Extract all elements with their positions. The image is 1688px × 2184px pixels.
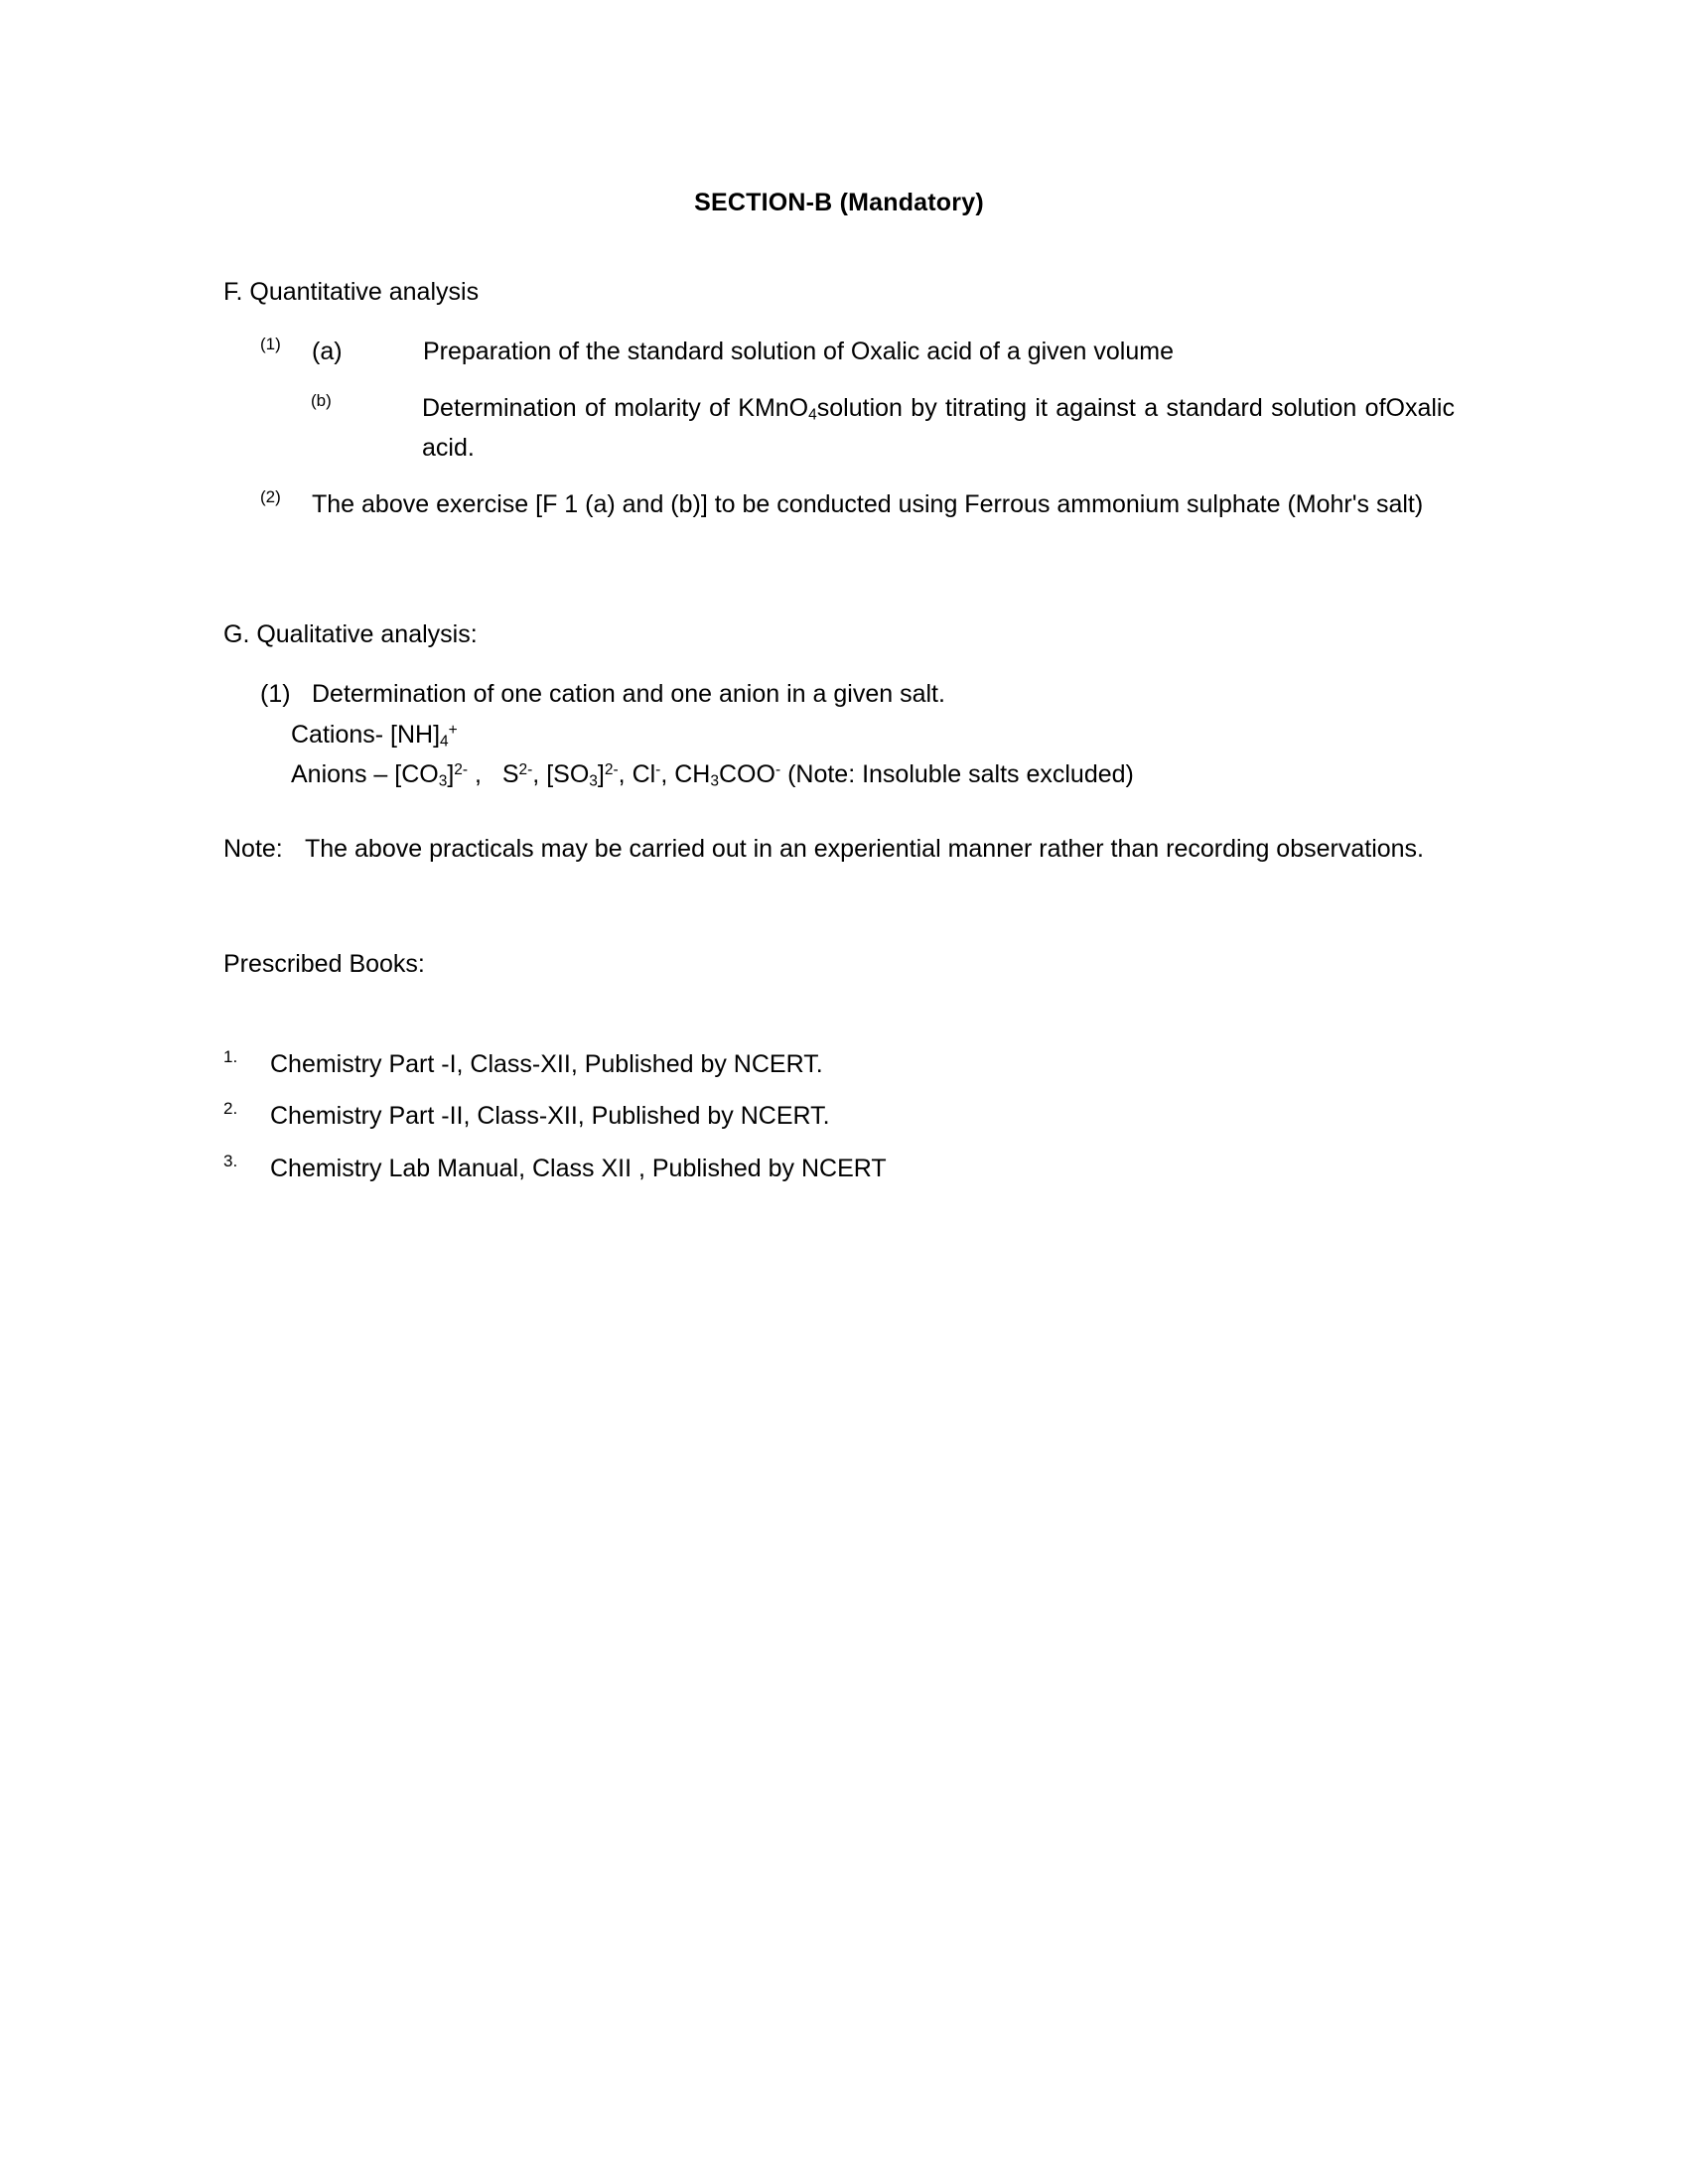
- anion-separator: ,: [660, 760, 675, 788]
- anion-close: ]: [597, 760, 605, 788]
- list-marker-f1a: (a): [312, 338, 343, 365]
- anions-label: Anions –: [291, 760, 395, 788]
- list-marker-f1: (1): [260, 335, 281, 353]
- list-marker-g1: (1): [260, 680, 291, 708]
- anion-charge: 2-: [604, 760, 619, 778]
- anion-separator: ,: [618, 760, 633, 788]
- list-item-g1: [260, 674, 1455, 715]
- list-text-f1b: [422, 388, 1455, 469]
- anion-formula: [546, 760, 632, 788]
- prescribed-books-heading: Prescribed Books:: [223, 950, 425, 978]
- anion-base: CH: [674, 760, 711, 788]
- book-number: 2.: [223, 1099, 238, 1118]
- spacer: [223, 469, 1455, 484]
- list-marker-f1b: (b): [311, 390, 332, 410]
- spacer: [223, 584, 1455, 617]
- anion-base: [CO: [394, 760, 439, 788]
- spacer: [223, 869, 1455, 928]
- list-text-g1: Determination of one cation and one anion in a given salt.: [312, 680, 945, 708]
- spacer: [223, 795, 1455, 829]
- note-text: The above practicals may be carried out in an experiential manner rather than recording observations.: [305, 834, 1425, 863]
- anion-formula: [674, 760, 787, 788]
- note-label: Note:: [223, 834, 283, 863]
- anion-subscript: 3: [438, 772, 448, 790]
- anion-subscript: 3: [710, 772, 719, 790]
- section-heading-f: F. Quantitative analysis: [223, 278, 480, 306]
- anion-close: COO: [718, 760, 775, 788]
- note-paragraph: [223, 829, 1455, 870]
- anion-charge: -: [774, 760, 781, 778]
- anion-formula: [502, 760, 546, 788]
- anion-separator: ,: [468, 760, 502, 788]
- book-number: 1.: [223, 1046, 238, 1066]
- list-item-f1b: [311, 388, 1455, 469]
- list-item-f1a: [260, 332, 1455, 372]
- anion-charge: 2-: [518, 760, 533, 778]
- anions-line: [291, 754, 1455, 795]
- anion-charge: -: [655, 760, 661, 778]
- page-title: SECTION-B (Mandatory): [694, 189, 984, 216]
- cations-formula-base: [NH]: [390, 720, 441, 749]
- anion-close: ]: [447, 760, 455, 788]
- book-title: Chemistry Part -II, Class-XII, Published by NCERT.: [270, 1102, 830, 1130]
- list-marker-f2: (2): [260, 486, 281, 506]
- section-heading-g: G. Qualitative analysis:: [223, 620, 478, 648]
- anion-base: Cl: [632, 760, 656, 788]
- anion-separator: ,: [532, 760, 547, 788]
- anion-subscript: 3: [589, 772, 598, 790]
- spacer: [223, 372, 1455, 388]
- list-text-f1b-after: solution by titrating it against a standard solution ofOxalic acid.: [422, 393, 1455, 462]
- formula-subscript-kmno4: 4: [808, 405, 817, 423]
- book-title: Chemistry Part -I, Class-XII, Published by NCERT.: [270, 1049, 823, 1078]
- cations-label: Cations-: [291, 720, 391, 749]
- list-text-f1b-before: Determination of molarity of KMnO: [422, 393, 809, 422]
- page-content: [223, 189, 1455, 1200]
- anion-formula: [394, 760, 502, 788]
- anion-base: [SO: [546, 760, 590, 788]
- anion-charge: 2-: [454, 760, 469, 778]
- prescribed-books-list: [223, 1044, 1455, 1189]
- anions-formula-list: [394, 760, 787, 788]
- book-number: 3.: [223, 1151, 238, 1170]
- cations-formula-subscript: 4: [440, 732, 449, 750]
- list-item-f2: [260, 484, 1455, 525]
- cations-line: [291, 715, 1455, 755]
- spacer: [223, 985, 1455, 1044]
- book-list-item: [223, 1149, 1455, 1189]
- list-text-f2: The above exercise [F 1 (a) and (b)] to be conducted using Ferrous ammonium sulphate (Mohr's salt): [312, 489, 1424, 518]
- spacer: [223, 524, 1455, 584]
- book-title: Chemistry Lab Manual, Class XII , Published by NCERT: [270, 1154, 887, 1182]
- anions-note: (Note: Insoluble salts excluded): [787, 760, 1134, 788]
- spacer: [223, 928, 1455, 944]
- anion-formula: [633, 760, 675, 788]
- cations-formula-superscript: +: [448, 721, 458, 739]
- list-text-f1a: Preparation of the standard solution of Oxalic acid of a given volume: [423, 338, 1174, 365]
- book-list-item: [223, 1044, 1455, 1085]
- book-list-item: [223, 1096, 1455, 1137]
- anion-base: S: [501, 760, 519, 788]
